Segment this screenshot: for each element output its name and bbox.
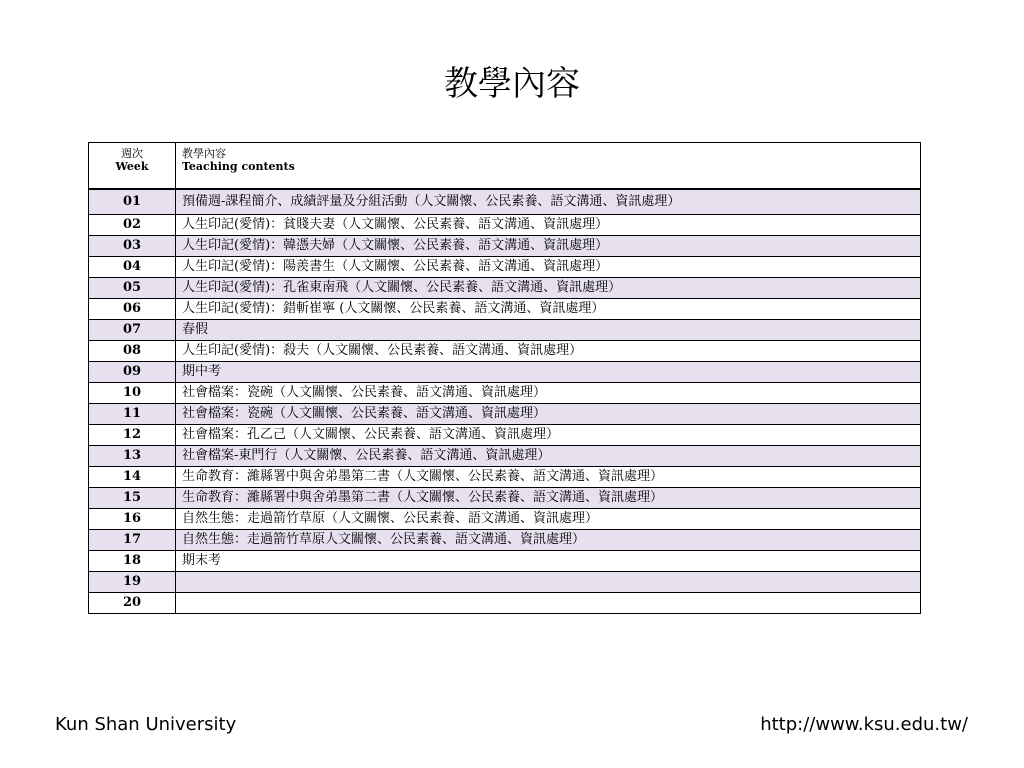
content-cell: 自然生態：走過箭竹草原（人文關懷、公民素養、語文溝通、資訊處理） [176, 509, 921, 530]
content-cell: 人生印記(愛情)：韓憑夫婦（人文關懷、公民素養、語文溝通、資訊處理） [176, 236, 921, 257]
week-number-cell: 13 [89, 446, 176, 467]
content-cell: 人生印記(愛情)：孔雀東南飛（人文關懷、公民素養、語文溝通、資訊處理） [176, 278, 921, 299]
content-cell: 期中考 [176, 362, 921, 383]
table-row [89, 257, 921, 278]
teaching-schedule-table [88, 142, 921, 614]
table-row [89, 341, 921, 362]
week-number-cell: 20 [89, 593, 176, 614]
week-number-cell: 05 [89, 278, 176, 299]
header-week-en: Week [115, 160, 149, 173]
table-row [89, 446, 921, 467]
content-cell: 人生印記(愛情)：貧賤夫妻（人文關懷、公民素養、語文溝通、資訊處理） [176, 215, 921, 236]
table-row [89, 530, 921, 551]
header-week-zh: 週次 [121, 147, 143, 160]
content-cell: 期末考 [176, 551, 921, 572]
table-row [89, 404, 921, 425]
content-cell: 生命教育：濰縣署中與舍弟墨第二書（人文關懷、公民素養、語文溝通、資訊處理） [176, 488, 921, 509]
content-cell: 春假 [176, 320, 921, 341]
week-number-cell: 02 [89, 215, 176, 236]
table-row [89, 189, 921, 215]
content-cell [176, 572, 921, 593]
table-row [89, 320, 921, 341]
week-number-cell: 14 [89, 467, 176, 488]
footer-university-name: Kun Shan University [55, 714, 237, 735]
footer-website-url[interactable]: http://www.ksu.edu.tw/ [760, 714, 968, 735]
week-number-cell: 03 [89, 236, 176, 257]
content-cell: 人生印記(愛情)：殺夫（人文關懷、公民素養、語文溝通、資訊處理） [176, 341, 921, 362]
table-row [89, 572, 921, 593]
table-row [89, 488, 921, 509]
week-number-cell: 17 [89, 530, 176, 551]
content-cell: 社會檔案：瓷碗（人文關懷、公民素養、語文溝通、資訊處理） [176, 383, 921, 404]
week-number-cell: 06 [89, 299, 176, 320]
page-title: 教學內容 [444, 64, 580, 104]
week-number-cell: 09 [89, 362, 176, 383]
content-cell: 社會檔案：孔乙己（人文關懷、公民素養、語文溝通、資訊處理） [176, 425, 921, 446]
content-cell: 社會檔案：瓷碗（人文關懷、公民素養、語文溝通、資訊處理） [176, 404, 921, 425]
week-number-cell: 04 [89, 257, 176, 278]
table-row [89, 215, 921, 236]
header-content-zh: 教學內容 [182, 147, 226, 160]
content-cell: 生命教育：濰縣署中與舍弟墨第二書（人文關懷、公民素養、語文溝通、資訊處理） [176, 467, 921, 488]
table-row [89, 236, 921, 257]
week-number-cell: 12 [89, 425, 176, 446]
week-number-cell: 16 [89, 509, 176, 530]
table-row [89, 425, 921, 446]
week-number-cell: 08 [89, 341, 176, 362]
header-week-cell [89, 143, 176, 190]
table-row [89, 509, 921, 530]
week-number-cell: 10 [89, 383, 176, 404]
table-row [89, 551, 921, 572]
week-number-cell: 18 [89, 551, 176, 572]
table-row [89, 467, 921, 488]
week-number-cell: 11 [89, 404, 176, 425]
table-row [89, 299, 921, 320]
table-row [89, 383, 921, 404]
content-cell: 人生印記(愛情)：陽羨書生（人文關懷、公民素養、語文溝通、資訊處理） [176, 257, 921, 278]
content-cell: 社會檔案-東門行（人文關懷、公民素養、語文溝通、資訊處理） [176, 446, 921, 467]
content-cell [176, 593, 921, 614]
table-row [89, 278, 921, 299]
week-number-cell: 15 [89, 488, 176, 509]
week-number-cell: 01 [89, 189, 176, 215]
table-row [89, 362, 921, 383]
week-number-cell: 07 [89, 320, 176, 341]
content-cell: 自然生態：走過箭竹草原人文關懷、公民素養、語文溝通、資訊處理） [176, 530, 921, 551]
week-number-cell: 19 [89, 572, 176, 593]
content-cell: 預備週-課程簡介、成績評量及分組活動（人文關懷、公民素養、語文溝通、資訊處理） [176, 189, 921, 215]
table-row [89, 593, 921, 614]
table-header-row [89, 143, 921, 190]
content-cell: 人生印記(愛情)：錯斬崔寧 (人文關懷、公民素養、語文溝通、資訊處理） [176, 299, 921, 320]
header-content-cell [176, 143, 921, 190]
header-content-en: Teaching contents [182, 160, 295, 173]
